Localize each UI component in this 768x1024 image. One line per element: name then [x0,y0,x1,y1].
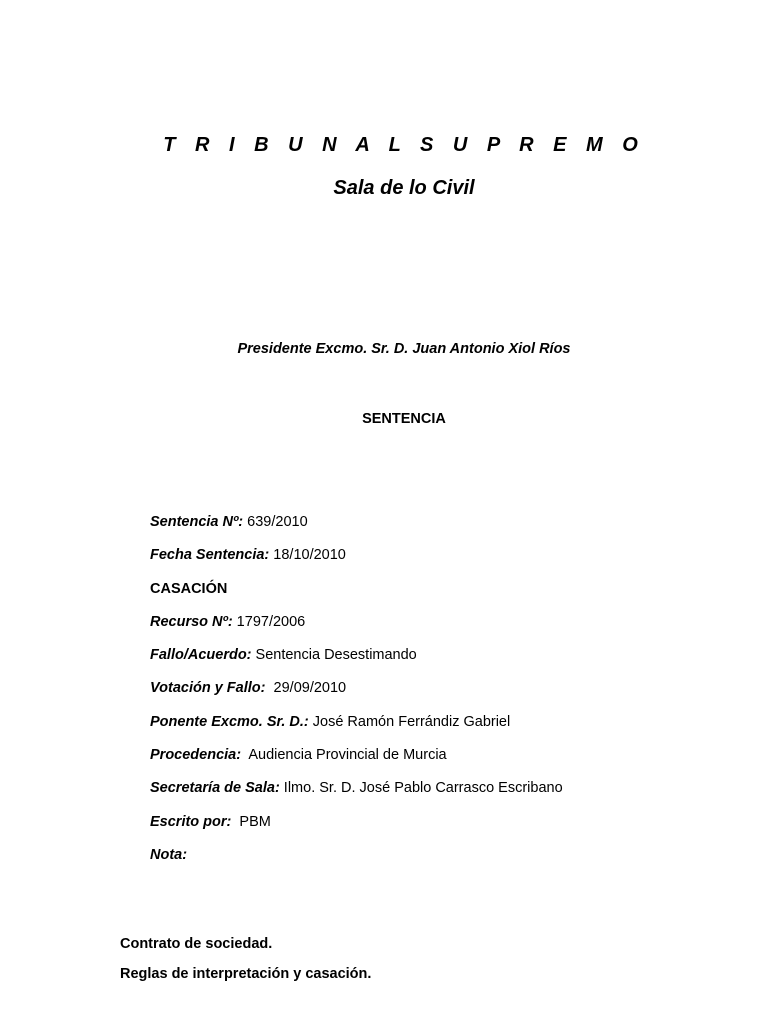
field-label: Sentencia Nº: [150,514,244,530]
field-value: José Ramón Ferrándiz Gabriel [308,713,511,730]
document-type-heading: SENTENCIA [362,411,446,427]
field-procedencia [150,747,750,780]
field-value: Ilmo. Sr. D. José Pablo Carrasco Escribano [279,780,563,797]
field-value: 18/10/2010 [269,547,346,564]
field-value: PBM [231,813,271,830]
field-recurso-number [150,614,750,647]
field-label: Nota: [150,846,188,863]
field-label: Fecha Sentencia: [150,547,270,564]
field-label: Escrito por: [150,813,232,830]
field-label: Procedencia: [150,747,242,764]
field-label: Ponente Excmo. Sr. D.: [150,713,309,730]
field-fallo-acuerdo [150,647,750,680]
field-secretaria-sala [150,780,750,813]
case-fields [150,514,750,880]
case-summary [120,936,740,996]
field-value: 639/2010 [243,514,308,530]
field-label: Recurso Nº: [150,613,233,630]
president-line: Presidente Excmo. Sr. D. Juan Antonio Xiol Ríos [237,341,571,357]
court-title: T R I B U N A L S U P R E M O [163,134,645,156]
field-value: Sentencia Desestimando [251,647,417,664]
field-nota [150,847,750,880]
field-value: 29/09/2010 [265,680,347,697]
summary-line: Contrato de sociedad. [120,936,273,952]
field-value: Audiencia Provincial de Murcia [241,747,447,764]
field-label: CASACIÓN [150,580,228,597]
field-votacion-fallo [150,680,750,713]
field-value: 1797/2006 [232,613,306,630]
field-ponente [150,714,750,747]
field-fecha-sentencia [150,547,750,580]
field-label: Fallo/Acuerdo: [150,647,252,664]
field-escrito-por [150,814,750,847]
chamber-title: Sala de lo Civil [333,177,475,199]
field-casacion [150,581,750,614]
summary-line: Reglas de interpretación y casación. [120,966,372,982]
field-label: Votación y Fallo: [150,680,266,697]
field-label: Secretaría de Sala: [150,780,280,797]
field-sentencia-number [150,514,750,547]
